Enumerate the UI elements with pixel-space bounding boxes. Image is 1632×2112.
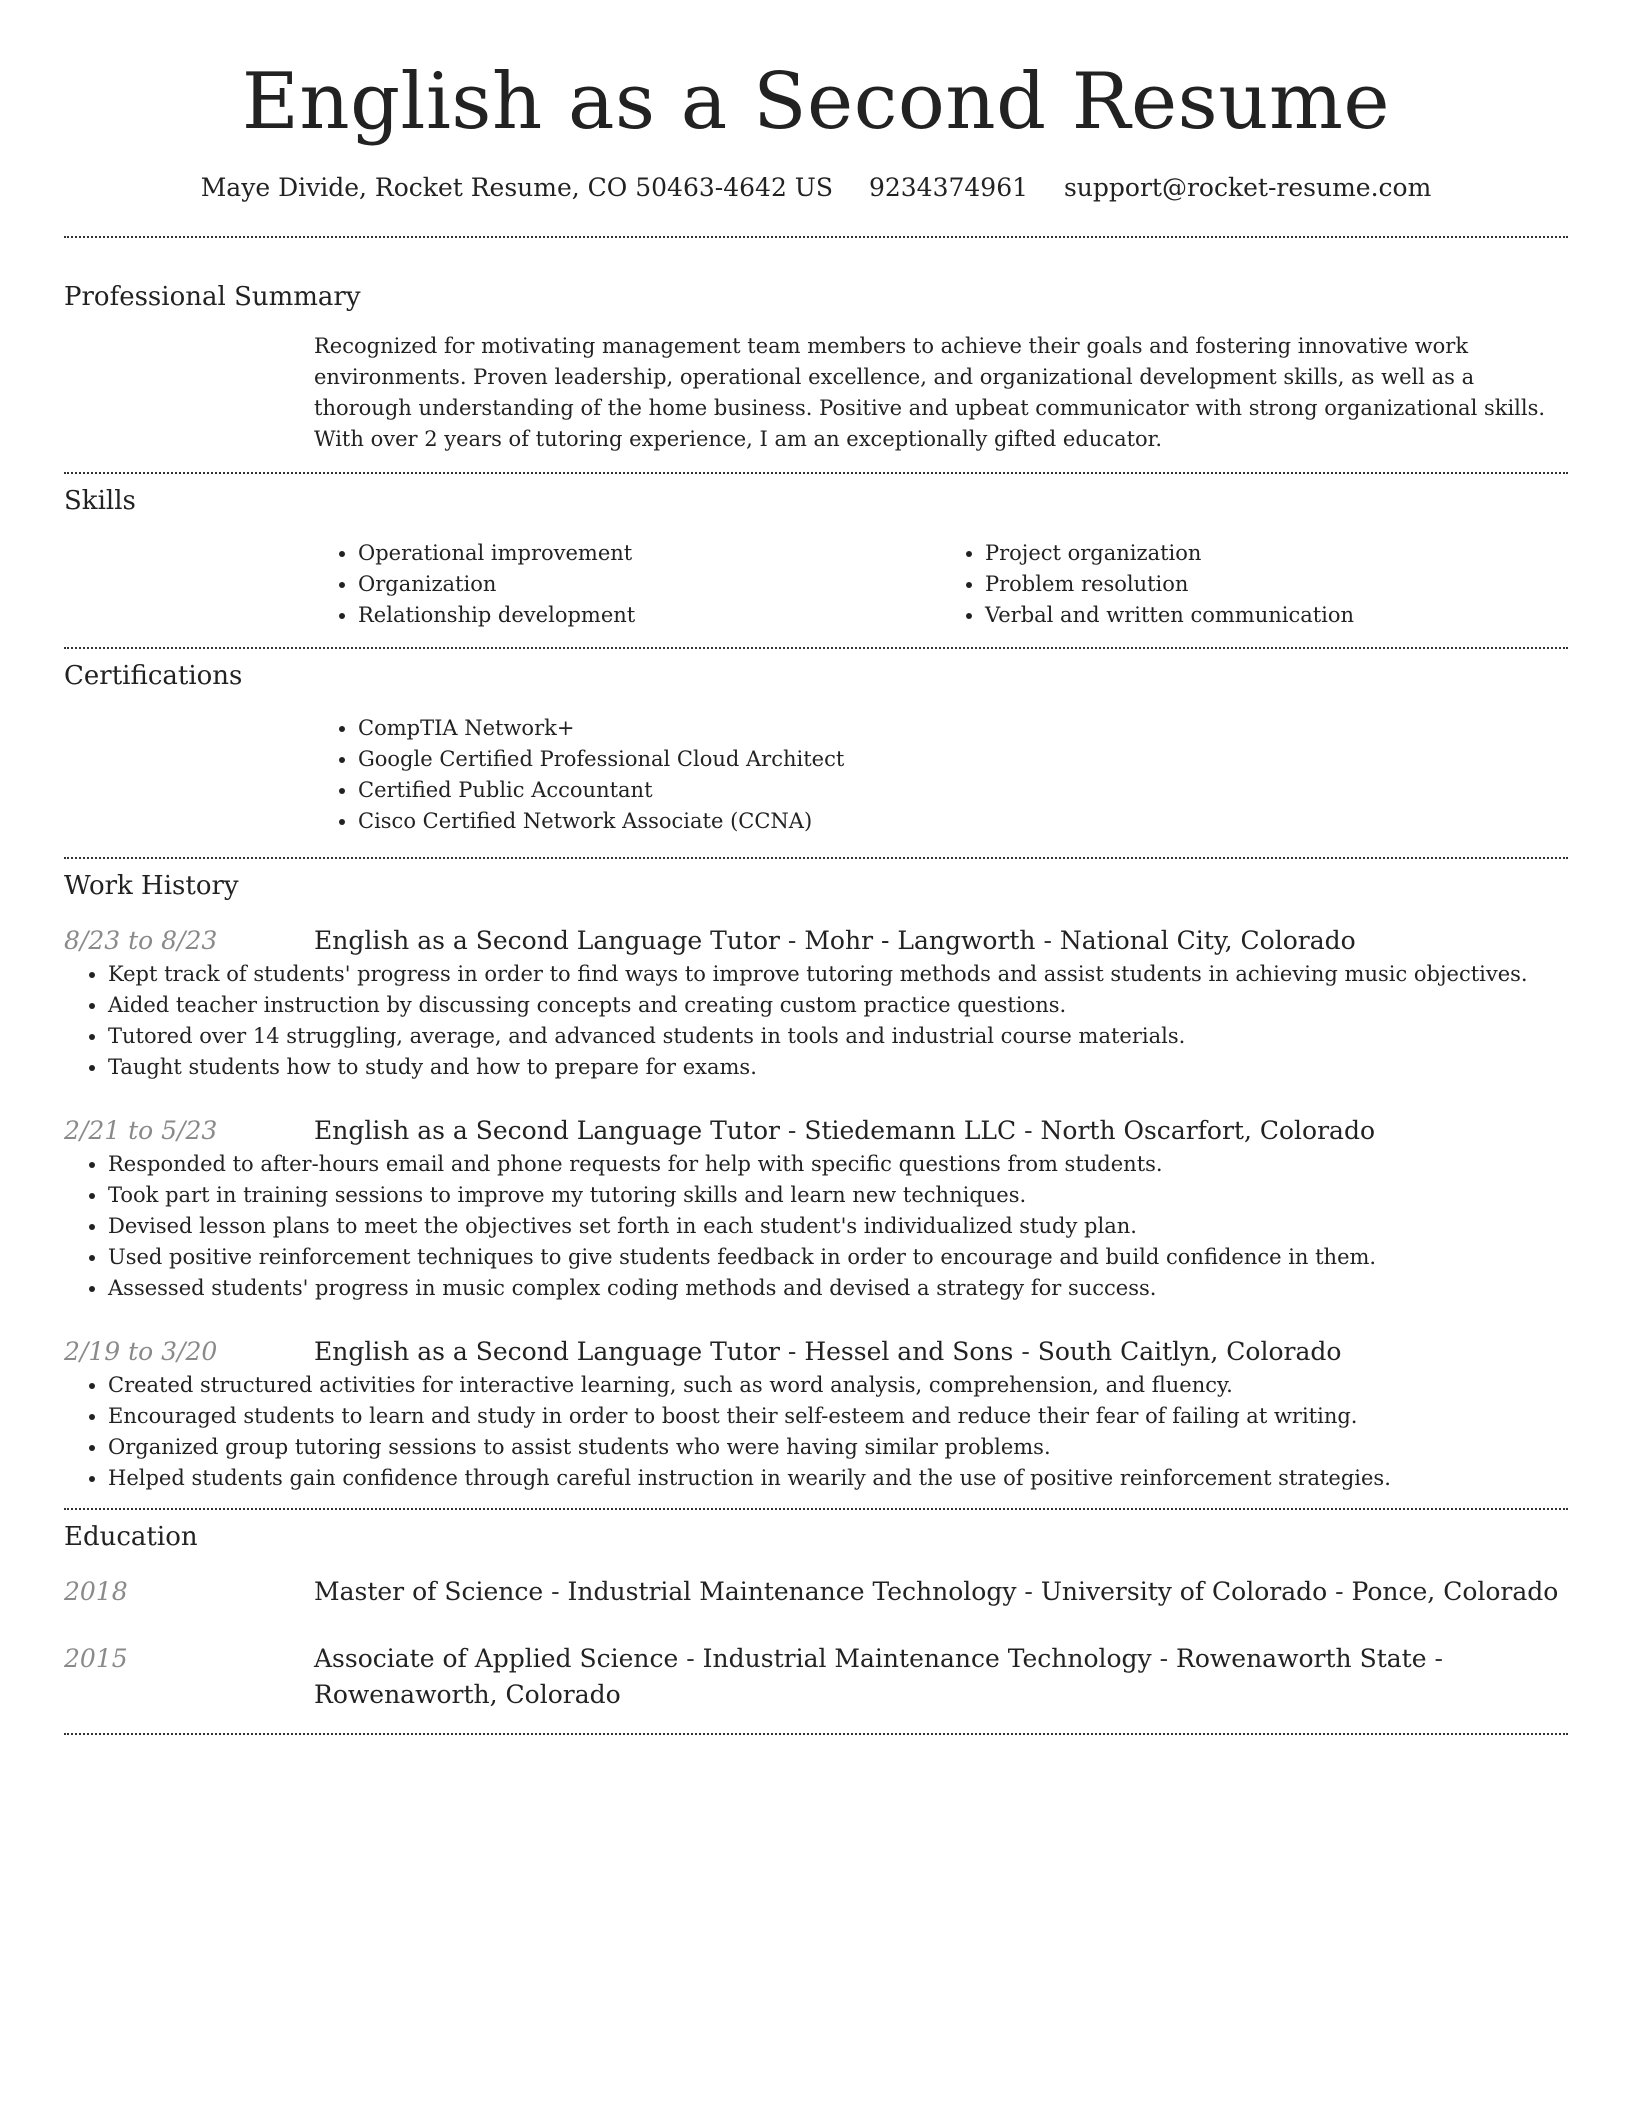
- list-item: • Taught students how to study and how to prepare for exams.: [108, 1052, 1568, 1083]
- list-item: • Certified Public Accountant: [358, 775, 1568, 806]
- education-field: Industrial Maintenance Technology: [702, 1644, 1152, 1673]
- job-title: English as a Second Language Tutor: [314, 1116, 780, 1145]
- list-item: • Verbal and written communication: [985, 600, 1568, 631]
- list-item: • Responded to after-hours email and phone requests for help with specific questions from students.: [108, 1149, 1568, 1180]
- education-year: 2015: [64, 1644, 128, 1673]
- list-item: • Organization: [358, 569, 941, 600]
- skills-grid: [314, 538, 1568, 631]
- list-item: • Took part in training sessions to improve my tutoring skills and learn new techniques.: [108, 1180, 1568, 1211]
- job-header: [64, 1113, 1568, 1149]
- divider: [64, 472, 1568, 474]
- job-title: English as a Second Language Tutor: [314, 926, 780, 955]
- skills-list-right: [941, 538, 1568, 631]
- list-item: • Created structured activities for interactive learning, such as word analysis, comprehension, and fluency.: [108, 1370, 1568, 1401]
- education-section: [64, 1520, 1568, 1713]
- contact-address: Maye Divide, Rocket Resume, CO 50463-4642 US: [200, 173, 833, 202]
- list-item: • Operational improvement: [358, 538, 941, 569]
- divider: [64, 647, 1568, 649]
- job-header: [64, 1334, 1568, 1370]
- list-item: • Cisco Certified Network Associate (CCNA): [358, 806, 1568, 837]
- list-item: • Organized group tutoring sessions to assist students who were having similar problems.: [108, 1432, 1568, 1463]
- list-item: • Problem resolution: [985, 569, 1568, 600]
- list-item: • Kept track of students' progress in order to find ways to improve tutoring methods and assist students in achieving music objectives.: [108, 959, 1568, 990]
- education-heading-line: Master of Science - Industrial Maintenance Technology - University of Colorado - Ponce, Colorado: [314, 1577, 1559, 1606]
- education-year: 2018: [64, 1577, 128, 1606]
- skills-list-left: [314, 538, 941, 631]
- divider: [64, 236, 1568, 238]
- divider: [64, 1733, 1568, 1735]
- job-dates: 2/19 to 3/20: [64, 1337, 218, 1366]
- certifications-body: [314, 713, 1568, 837]
- list-item: • Google Certified Professional Cloud Architect: [358, 744, 1568, 775]
- job-dates: 8/23 to 8/23: [64, 926, 218, 955]
- certifications-list: [314, 713, 1568, 837]
- education-entry: [64, 1574, 1568, 1610]
- job-entry: [64, 1113, 1568, 1304]
- list-item: • Project organization: [985, 538, 1568, 569]
- education-location: Rowenaworth, Colorado: [314, 1680, 621, 1709]
- job-location: North Oscarfort, Colorado: [1040, 1116, 1376, 1145]
- certifications-heading: Certifications: [64, 661, 243, 691]
- list-item: • Aided teacher instruction by discussing concepts and creating custom practice questions.: [108, 990, 1568, 1021]
- contact-line: [64, 170, 1568, 206]
- resume-page: [64, 0, 1568, 1735]
- summary-section: [64, 280, 1568, 455]
- job-bullets: [64, 959, 1568, 1083]
- list-item: • CompTIA Network+: [358, 713, 1568, 744]
- education-degree: Associate of Applied Science: [314, 1644, 679, 1673]
- education-degree: Master of Science: [314, 1577, 544, 1606]
- education-location: Ponce, Colorado: [1351, 1577, 1559, 1606]
- list-item: • Devised lesson plans to meet the objectives set forth in each student's individualized study plan.: [108, 1211, 1568, 1242]
- job-heading: English as a Second Language Tutor - Mohr - Langworth - National City, Colorado: [314, 926, 1356, 955]
- job-dates: 2/21 to 5/23: [64, 1116, 218, 1145]
- job-location: South Caitlyn, Colorado: [1037, 1337, 1342, 1366]
- job-company: Stiedemann LLC: [804, 1116, 1017, 1145]
- divider: [64, 857, 1568, 859]
- skills-heading: Skills: [64, 486, 136, 516]
- resume-title: English as a Second Resume: [241, 57, 1391, 147]
- divider: [64, 1508, 1568, 1510]
- job-bullets: [64, 1370, 1568, 1494]
- education-field: Industrial Maintenance Technology: [567, 1577, 1017, 1606]
- summary-text: Recognized for motivating management team members to achieve their goals and fostering innovative work environments. Proven leadership, operational excellence, and organizational development skills, as well as a thorough understanding of the home business. Positive and upbeat communicator with strong organizational skills. With over 2 years of tutoring experience, I am an exceptionally gifted educator.: [314, 334, 1546, 451]
- education-school: University of Colorado: [1040, 1577, 1328, 1606]
- education-heading-line: Associate of Applied Science - Industrial Maintenance Technology - Rowenaworth State - Rowenaworth, Colorado: [314, 1644, 1443, 1709]
- list-item: • Tutored over 14 struggling, average, and advanced students in tools and industrial course materials.: [108, 1021, 1568, 1052]
- contact-email: support@rocket-resume.com: [1063, 173, 1432, 202]
- job-entry: [64, 1334, 1568, 1494]
- job-location: National City, Colorado: [1059, 926, 1356, 955]
- work-section: [64, 869, 1568, 1494]
- education-heading: Education: [64, 1522, 198, 1552]
- education-entry: [64, 1641, 1568, 1713]
- job-company: Mohr - Langworth: [804, 926, 1036, 955]
- summary-heading: Professional Summary: [64, 282, 361, 312]
- education-school: Rowenaworth State: [1176, 1644, 1427, 1673]
- job-header: [64, 923, 1568, 959]
- list-item: • Encouraged students to learn and study in order to boost their self-esteem and reduce their fear of failing at writing.: [108, 1401, 1568, 1432]
- list-item: • Helped students gain confidence through careful instruction in wearily and the use of positive reinforcement strategies.: [108, 1463, 1568, 1494]
- job-bullets: [64, 1149, 1568, 1304]
- job-heading: English as a Second Language Tutor - Hessel and Sons - South Caitlyn, Colorado: [314, 1337, 1342, 1366]
- job-title: English as a Second Language Tutor: [314, 1337, 780, 1366]
- contact-phone: 9234374961: [868, 173, 1029, 202]
- job-heading: English as a Second Language Tutor - Stiedemann LLC - North Oscarfort, Colorado: [314, 1116, 1376, 1145]
- list-item: • Used positive reinforcement techniques to give students feedback in order to encourage and build confidence in them.: [108, 1242, 1568, 1273]
- job-company: Hessel and Sons: [804, 1337, 1014, 1366]
- list-item: • Assessed students' progress in music complex coding methods and devised a strategy for success.: [108, 1273, 1568, 1304]
- certifications-section: [64, 659, 1568, 837]
- skills-section: [64, 484, 1568, 631]
- list-item: • Relationship development: [358, 600, 941, 631]
- work-heading: Work History: [64, 871, 239, 901]
- job-entry: [64, 923, 1568, 1083]
